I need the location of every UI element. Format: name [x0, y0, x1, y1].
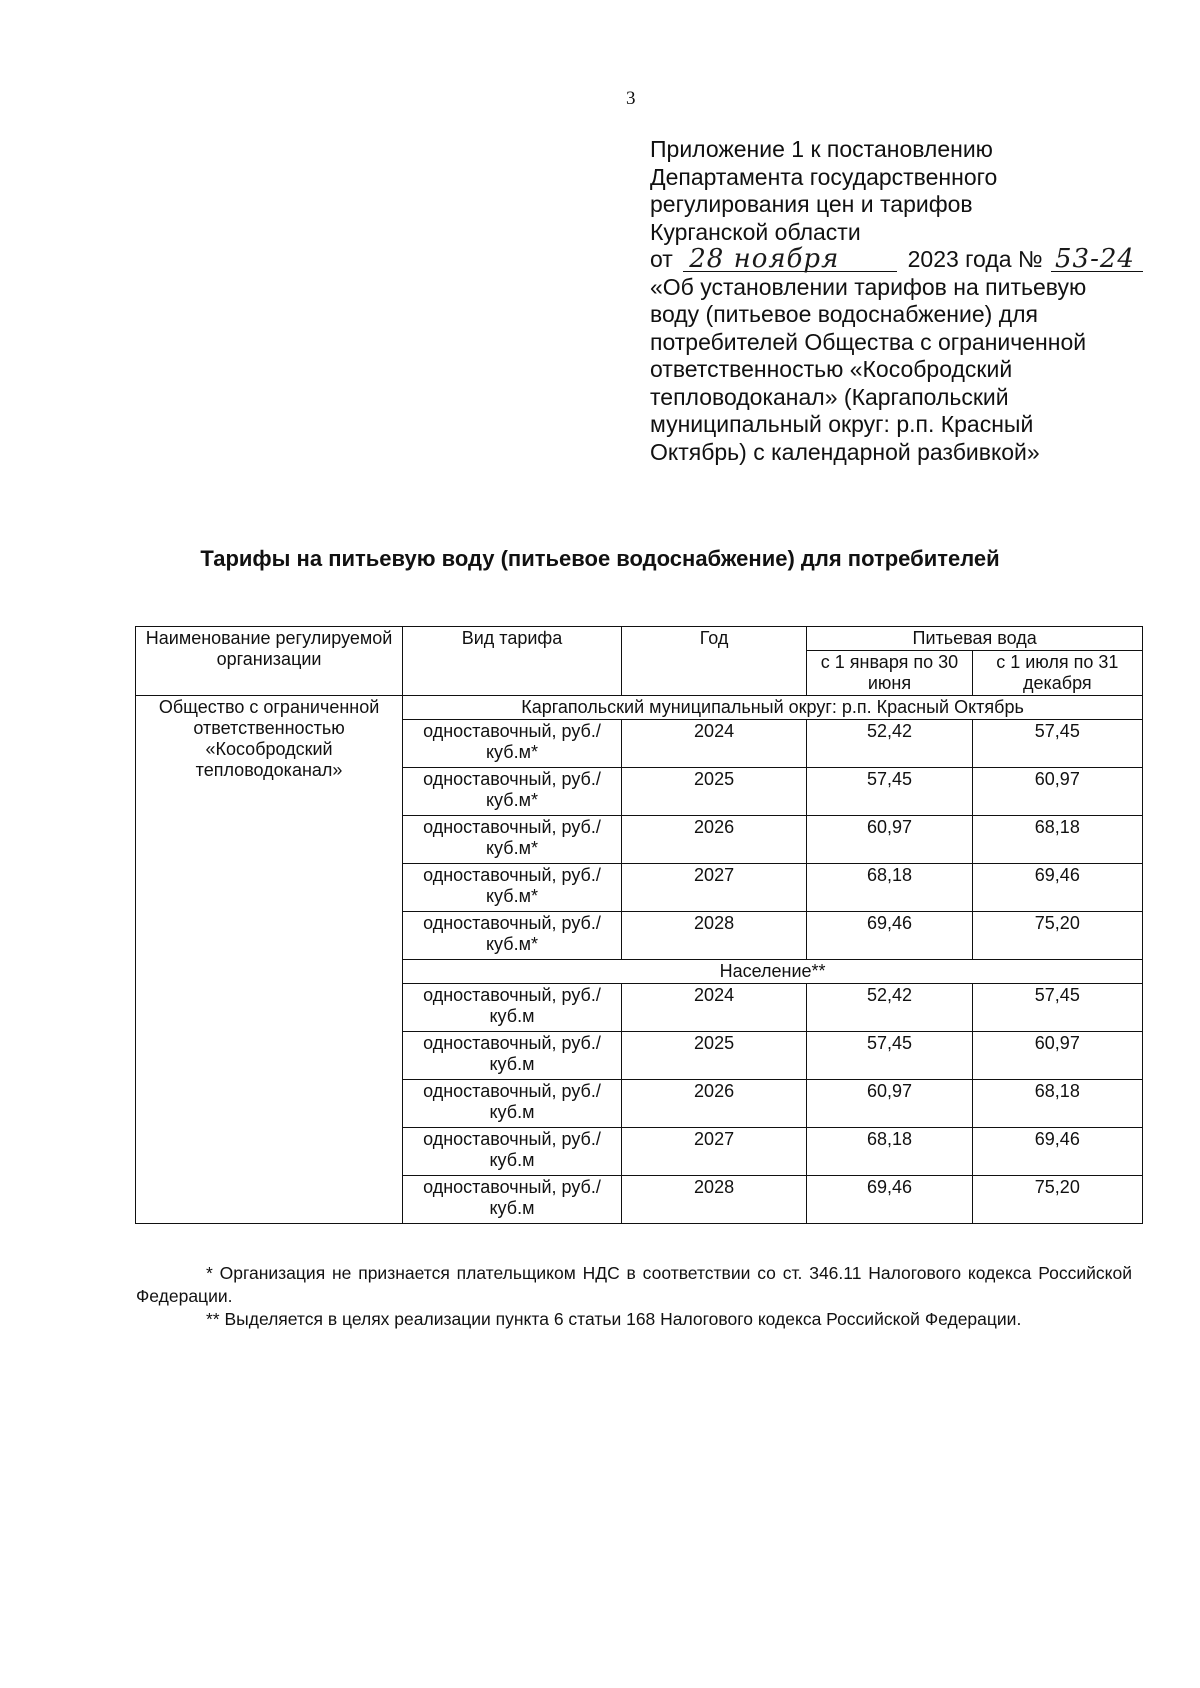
- appendix-title-line: ответственностью «Кособродский: [650, 356, 1013, 382]
- appendix-line: Приложение 1 к постановлению: [650, 136, 993, 162]
- header-water: Питьевая вода: [807, 627, 1143, 651]
- appendix-title-line: потребителей Общества с ограниченной: [650, 328, 1087, 355]
- cell-period1: 57,45: [807, 768, 972, 816]
- section-row: [136, 696, 1143, 720]
- appendix-line: Курганской области: [650, 218, 861, 245]
- cell-period1: 52,42: [807, 984, 972, 1032]
- year-text: 2023 года №: [907, 246, 1043, 272]
- cell-period1: 68,18: [807, 1128, 972, 1176]
- appendix-title-line: муниципальный округ: р.п. Красный: [650, 411, 1034, 437]
- cell-period1: 69,46: [807, 1176, 972, 1224]
- cell-period1: 69,46: [807, 912, 972, 960]
- appendix-header: [650, 136, 1170, 466]
- cell-period2: 69,46: [972, 1128, 1142, 1176]
- footnotes: [136, 1262, 1132, 1331]
- footnote-vat: * Организация не признается плательщиком НДС в соответствии со ст. 346.11 Налогового кодекса Российской Федерации.: [136, 1263, 1132, 1306]
- appendix-title-line: воду (питьевое водоснабжение) для: [650, 301, 1038, 327]
- cell-period2: 68,18: [972, 1080, 1142, 1128]
- cell-year: 2028: [621, 1176, 806, 1224]
- cell-kind: одноставочный, руб./куб.м*: [403, 912, 622, 960]
- handwritten-date: 28 ноября: [683, 247, 897, 272]
- cell-period2: 75,20: [972, 1176, 1142, 1224]
- cell-year: 2026: [621, 816, 806, 864]
- cell-kind: одноставочный, руб./куб.м*: [403, 720, 622, 768]
- section-population: Население**: [403, 960, 1143, 984]
- cell-kind: одноставочный, руб./куб.м: [403, 1128, 622, 1176]
- cell-year: 2027: [621, 864, 806, 912]
- tariff-table: [135, 626, 1143, 1224]
- cell-period2: 57,45: [972, 984, 1142, 1032]
- date-prefix: от: [650, 246, 673, 272]
- header-period1: с 1 января по 30 июня: [807, 651, 972, 696]
- table-header-row: [136, 627, 1143, 651]
- cell-kind: одноставочный, руб./куб.м*: [403, 864, 622, 912]
- cell-period2: 68,18: [972, 816, 1142, 864]
- cell-year: 2028: [621, 912, 806, 960]
- page-number: 3: [626, 88, 636, 109]
- cell-year: 2024: [621, 720, 806, 768]
- header-kind: Вид тарифа: [403, 627, 622, 696]
- appendix-title-line: «Об установлении тарифов на питьевую: [650, 273, 1087, 300]
- cell-period2: 60,97: [972, 1032, 1142, 1080]
- cell-kind: одноставочный, руб./куб.м: [403, 1032, 622, 1080]
- section-municipality: Каргапольский муниципальный округ: р.п. Красный Октябрь: [403, 696, 1143, 720]
- cell-year: 2024: [621, 984, 806, 1032]
- appendix-line: регулирования цен и тарифов: [650, 191, 973, 217]
- cell-period1: 60,97: [807, 816, 972, 864]
- org-name-cell: Общество с ограниченной ответственностью «Кособродский тепловодоканал»: [136, 696, 403, 1224]
- cell-period2: 60,97: [972, 768, 1142, 816]
- appendix-title-line: Октябрь) с календарной разбивкой»: [650, 438, 1040, 465]
- cell-period1: 57,45: [807, 1032, 972, 1080]
- cell-period1: 60,97: [807, 1080, 972, 1128]
- cell-period1: 52,42: [807, 720, 972, 768]
- cell-year: 2026: [621, 1080, 806, 1128]
- cell-kind: одноставочный, руб./куб.м: [403, 1176, 622, 1224]
- cell-year: 2025: [621, 1032, 806, 1080]
- appendix-line: Департамента государственного: [650, 163, 998, 190]
- document-title: Тарифы на питьевую воду (питьевое водоснабжение) для потребителей: [200, 546, 1000, 571]
- cell-period2: 75,20: [972, 912, 1142, 960]
- footnote-population: ** Выделяется в целях реализации пункта 6 статьи 168 Налогового кодекса Российской Федерации.: [206, 1309, 1022, 1329]
- cell-kind: одноставочный, руб./куб.м: [403, 984, 622, 1032]
- cell-kind: одноставочный, руб./куб.м*: [403, 768, 622, 816]
- cell-kind: одноставочный, руб./куб.м: [403, 1080, 622, 1128]
- cell-year: 2027: [621, 1128, 806, 1176]
- header-org: Наименование регулируемой организации: [136, 627, 403, 696]
- header-period2: с 1 июля по 31 декабря: [972, 651, 1142, 696]
- handwritten-number: 53-24: [1051, 247, 1143, 272]
- cell-year: 2025: [621, 768, 806, 816]
- cell-period2: 57,45: [972, 720, 1142, 768]
- cell-period1: 68,18: [807, 864, 972, 912]
- header-year: Год: [621, 627, 806, 696]
- appendix-title-line: тепловодоканал» (Каргапольский: [650, 383, 1009, 410]
- cell-period2: 69,46: [972, 864, 1142, 912]
- cell-kind: одноставочный, руб./куб.м*: [403, 816, 622, 864]
- appendix-date-line: [650, 246, 1170, 274]
